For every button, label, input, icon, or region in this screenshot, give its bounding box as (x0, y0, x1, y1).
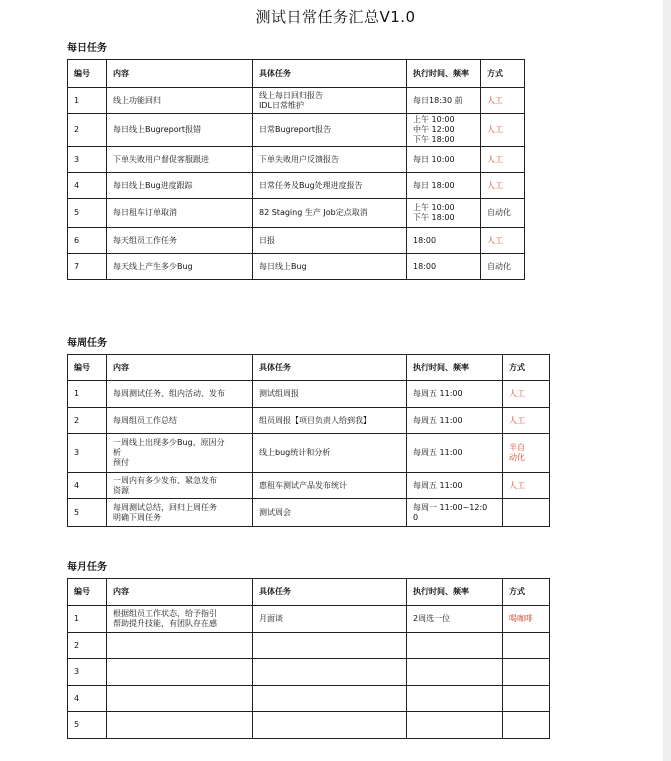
row-mode: 人工 (481, 114, 525, 147)
row-task (253, 659, 407, 686)
table-row (68, 686, 550, 712)
header-mode: 方式 (503, 355, 550, 381)
daily-task-table (67, 59, 525, 280)
row-content: 每日线上Bugreport报错 (107, 114, 253, 147)
row-task: 惠租车测试产品发布统计 (253, 473, 407, 499)
row-mode: 人工 (481, 173, 525, 199)
row-time (407, 659, 503, 686)
row-task: 每日线上Bug (253, 254, 407, 280)
row-mode: 人工 (481, 147, 525, 173)
row-time (407, 633, 503, 659)
daily-section-title: 每日任务 (67, 43, 107, 54)
row-number: 2 (68, 633, 107, 659)
row-task (253, 633, 407, 659)
header-no: 编号 (68, 60, 107, 88)
header-task: 具体任务 (253, 579, 407, 606)
row-number: 1 (68, 381, 107, 408)
row-content: 每周组员工作总结 (107, 408, 253, 434)
table-row (68, 712, 550, 739)
table-row (68, 381, 550, 408)
header-time: 执行时间、频率 (407, 60, 481, 88)
row-task: 日常Bugreport报告 (253, 114, 407, 147)
row-time: 每周五 11:00 (407, 408, 503, 434)
row-time: 每日 10:00 (407, 147, 481, 173)
row-mode: 半自 动化 (503, 434, 550, 473)
table-row (68, 228, 525, 254)
table-row (68, 633, 550, 659)
table-row (68, 606, 550, 633)
header-mode: 方式 (481, 60, 525, 88)
table-row (68, 173, 525, 199)
table-row (68, 88, 525, 114)
row-task: 测试组周报 (253, 381, 407, 408)
row-task: 线上每日回归报告 IDL日常维护 (253, 88, 407, 114)
row-time: 每周五 11:00 (407, 381, 503, 408)
row-number: 7 (68, 254, 107, 280)
row-task: 日常任务及Bug处理进度报告 (253, 173, 407, 199)
row-mode: 人工 (481, 228, 525, 254)
table-row (68, 473, 550, 499)
row-time: 上午 10:00 下午 18:00 (407, 199, 481, 228)
row-mode (503, 633, 550, 659)
row-time: 18:00 (407, 254, 481, 280)
row-content: 下单失败用户督促客服跟进 (107, 147, 253, 173)
header-content: 内容 (107, 60, 253, 88)
row-time: 每日18:30 前 (407, 88, 481, 114)
header-task: 具体任务 (253, 60, 407, 88)
row-number: 4 (68, 686, 107, 712)
row-time: 每日 18:00 (407, 173, 481, 199)
table-row (68, 434, 550, 473)
row-mode: 自动化 (481, 254, 525, 280)
row-mode: 人工 (481, 88, 525, 114)
row-task: 82 Staging 生产 Job定点取消 (253, 199, 407, 228)
weekly-section-title: 每周任务 (67, 338, 107, 349)
table-row (68, 147, 525, 173)
row-mode (503, 712, 550, 739)
row-content: 线上功能回归 (107, 88, 253, 114)
row-mode: 人工 (503, 473, 550, 499)
table-row (68, 199, 525, 228)
row-number: 4 (68, 173, 107, 199)
row-time: 18:00 (407, 228, 481, 254)
row-task: 月面谈 (253, 606, 407, 633)
row-time (407, 712, 503, 739)
row-number: 5 (68, 712, 107, 739)
table-row (68, 408, 550, 434)
row-number: 3 (68, 434, 107, 473)
row-time: 每周一 11:00~12:0 0 (407, 499, 503, 527)
row-content: 一周线上出现多少Bug、原因分 析 预付 (107, 434, 253, 473)
monthly-section-title: 每月任务 (67, 562, 107, 573)
row-content (107, 686, 253, 712)
row-number: 2 (68, 408, 107, 434)
row-number: 1 (68, 88, 107, 114)
row-number: 1 (68, 606, 107, 633)
row-mode: 人工 (503, 381, 550, 408)
row-time: 上午 10:00 中午 12:00 下午 18:00 (407, 114, 481, 147)
row-number: 3 (68, 659, 107, 686)
row-mode: 自动化 (481, 199, 525, 228)
monthly-task-table (67, 578, 550, 739)
row-task: 下单失败用户反馈报告 (253, 147, 407, 173)
row-mode (503, 659, 550, 686)
row-number: 6 (68, 228, 107, 254)
header-time: 执行时间、频率 (407, 355, 503, 381)
row-task: 组员周报【项目负责人给到我】 (253, 408, 407, 434)
row-mode: 喝咖啡 (503, 606, 550, 633)
header-content: 内容 (107, 579, 253, 606)
row-content (107, 633, 253, 659)
header-task: 具体任务 (253, 355, 407, 381)
row-number: 2 (68, 114, 107, 147)
row-content (107, 712, 253, 739)
row-time: 2周选一位 (407, 606, 503, 633)
table-row (68, 499, 550, 527)
row-content: 每周测试总结，回归上周任务 明确下周任务 (107, 499, 253, 527)
row-content: 每日租车订单取消 (107, 199, 253, 228)
row-content: 一周内有多少发布、紧急发布 资源 (107, 473, 253, 499)
table-row (68, 659, 550, 686)
header-content: 内容 (107, 355, 253, 381)
header-time: 执行时间、频率 (407, 579, 503, 606)
header-no: 编号 (68, 355, 107, 381)
row-content: 每日线上Bug进度跟踪 (107, 173, 253, 199)
row-task: 日报 (253, 228, 407, 254)
header-no: 编号 (68, 579, 107, 606)
row-content: 每天组员工作任务 (107, 228, 253, 254)
row-content (107, 659, 253, 686)
page-edge (663, 0, 671, 761)
row-task (253, 712, 407, 739)
row-task: 线上bug统计和分析 (253, 434, 407, 473)
row-mode (503, 499, 550, 527)
row-number: 5 (68, 499, 107, 527)
row-task (253, 686, 407, 712)
weekly-task-table (67, 354, 550, 527)
row-task: 测试周会 (253, 499, 407, 527)
header-mode: 方式 (503, 579, 550, 606)
row-content: 根据组员工作状态，给予指引 帮助提升技能，有团队存在感 (107, 606, 253, 633)
row-number: 5 (68, 199, 107, 228)
table-row (68, 114, 525, 147)
page-title: 测试日常任务汇总V1.0 (255, 8, 416, 26)
row-number: 4 (68, 473, 107, 499)
row-content: 每天线上产生多少Bug (107, 254, 253, 280)
row-mode (503, 686, 550, 712)
row-content: 每周测试任务、组内活动、发布 (107, 381, 253, 408)
row-mode: 人工 (503, 408, 550, 434)
row-time: 每周五 11:00 (407, 434, 503, 473)
table-row (68, 254, 525, 280)
row-time (407, 686, 503, 712)
row-number: 3 (68, 147, 107, 173)
row-time: 每周五 11:00 (407, 473, 503, 499)
